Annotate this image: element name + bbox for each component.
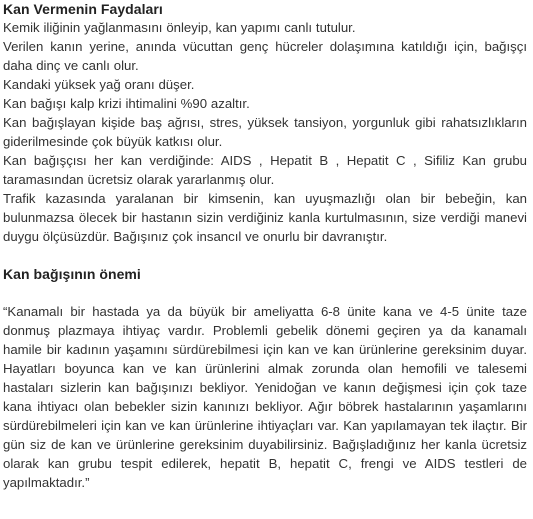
heading-spacer	[3, 283, 527, 302]
importance-quote-paragraph: “Kanamalı bir hastada ya da büyük bir ameliyatta 6-8 ünite kana ve 4-5 ünite taze donmuş plazmaya ihtiyaç vardır. Problemli gebelik dönemi geçiren ya da kanamalı hamile bir kadının yaşamını sürdürebilmesi için kan ve kan ürünlerine gereksinim duyar. Hayatları boyunca kan ve kan ürünlerini almak zorunda olan hemofili ve talesemi hastaları sizlerin kan bağışınızı bekliyor. Yenidoğan ve kanın değişmesi için çok taze kana ihtiyacı olan bebekler sizin kanınızı bekliyor. Ağır böbrek hastalarının yaşamlarını sürdürebilmeleri için kan ve kan ürünlerine ihtiyaçları var. Kan yapılamayan tek ilaçtır. Bir gün siz de kan ve ürünlerine gereksinim duyabilirsiniz. Bağışladığınız her kanla ücretsiz olarak kan grubu tespit edilerek, hepatit B, hepatit C, frengi ve AIDS testleri de yapılmaktadır.”	[3, 304, 527, 490]
benefit-paragraph-5: Kan bağışlayan kişide baş ağrısı, stres, yüksek tansiyon, yorgunluk gibi rahatsızlıkların giderilmesinde çok büyük katkısı olur.	[3, 115, 527, 149]
benefit-paragraph-3: Kandaki yüksek yağ oranı düşer.	[3, 77, 195, 92]
benefit-paragraph-1: Kemik iliğinin yağlanmasını önleyip, kan yapımı canlı tutulur.	[3, 20, 356, 35]
section-spacer	[3, 246, 527, 265]
benefit-paragraph-4: Kan bağışı kalp krizi ihtimalini %90 azaltır.	[3, 96, 250, 111]
benefit-paragraph-6: Kan bağışçısı her kan verdiğinde: AIDS , Hepatit B , Hepatit C , Sifiliz Kan grubu taramasından ücretsiz olarak yararlanmış olur.	[3, 153, 527, 187]
section-heading-importance: Kan bağışının önemi	[3, 266, 141, 282]
benefit-paragraph-2: Verilen kanın yerine, anında vücuttan genç hücreler dolaşımına katıldığı için, bağışçı daha dinç ve canlı olur.	[3, 39, 527, 73]
benefit-paragraph-7: Trafik kazasında yaralanan bir kimsenin, kan uyuşmazlığı olan bir bebeğin, kan bulunmazsa ölecek bir hastanın sizin verdiğiniz kanla kurtulmasının, size verdiği manevi duygu ölçüsüzdür. Bağışınız çok insancıl ve onurlu bir davranıştır.	[3, 191, 527, 244]
section-heading-benefits: Kan Vermenin Faydaları	[3, 1, 163, 17]
article	[3, 0, 527, 492]
